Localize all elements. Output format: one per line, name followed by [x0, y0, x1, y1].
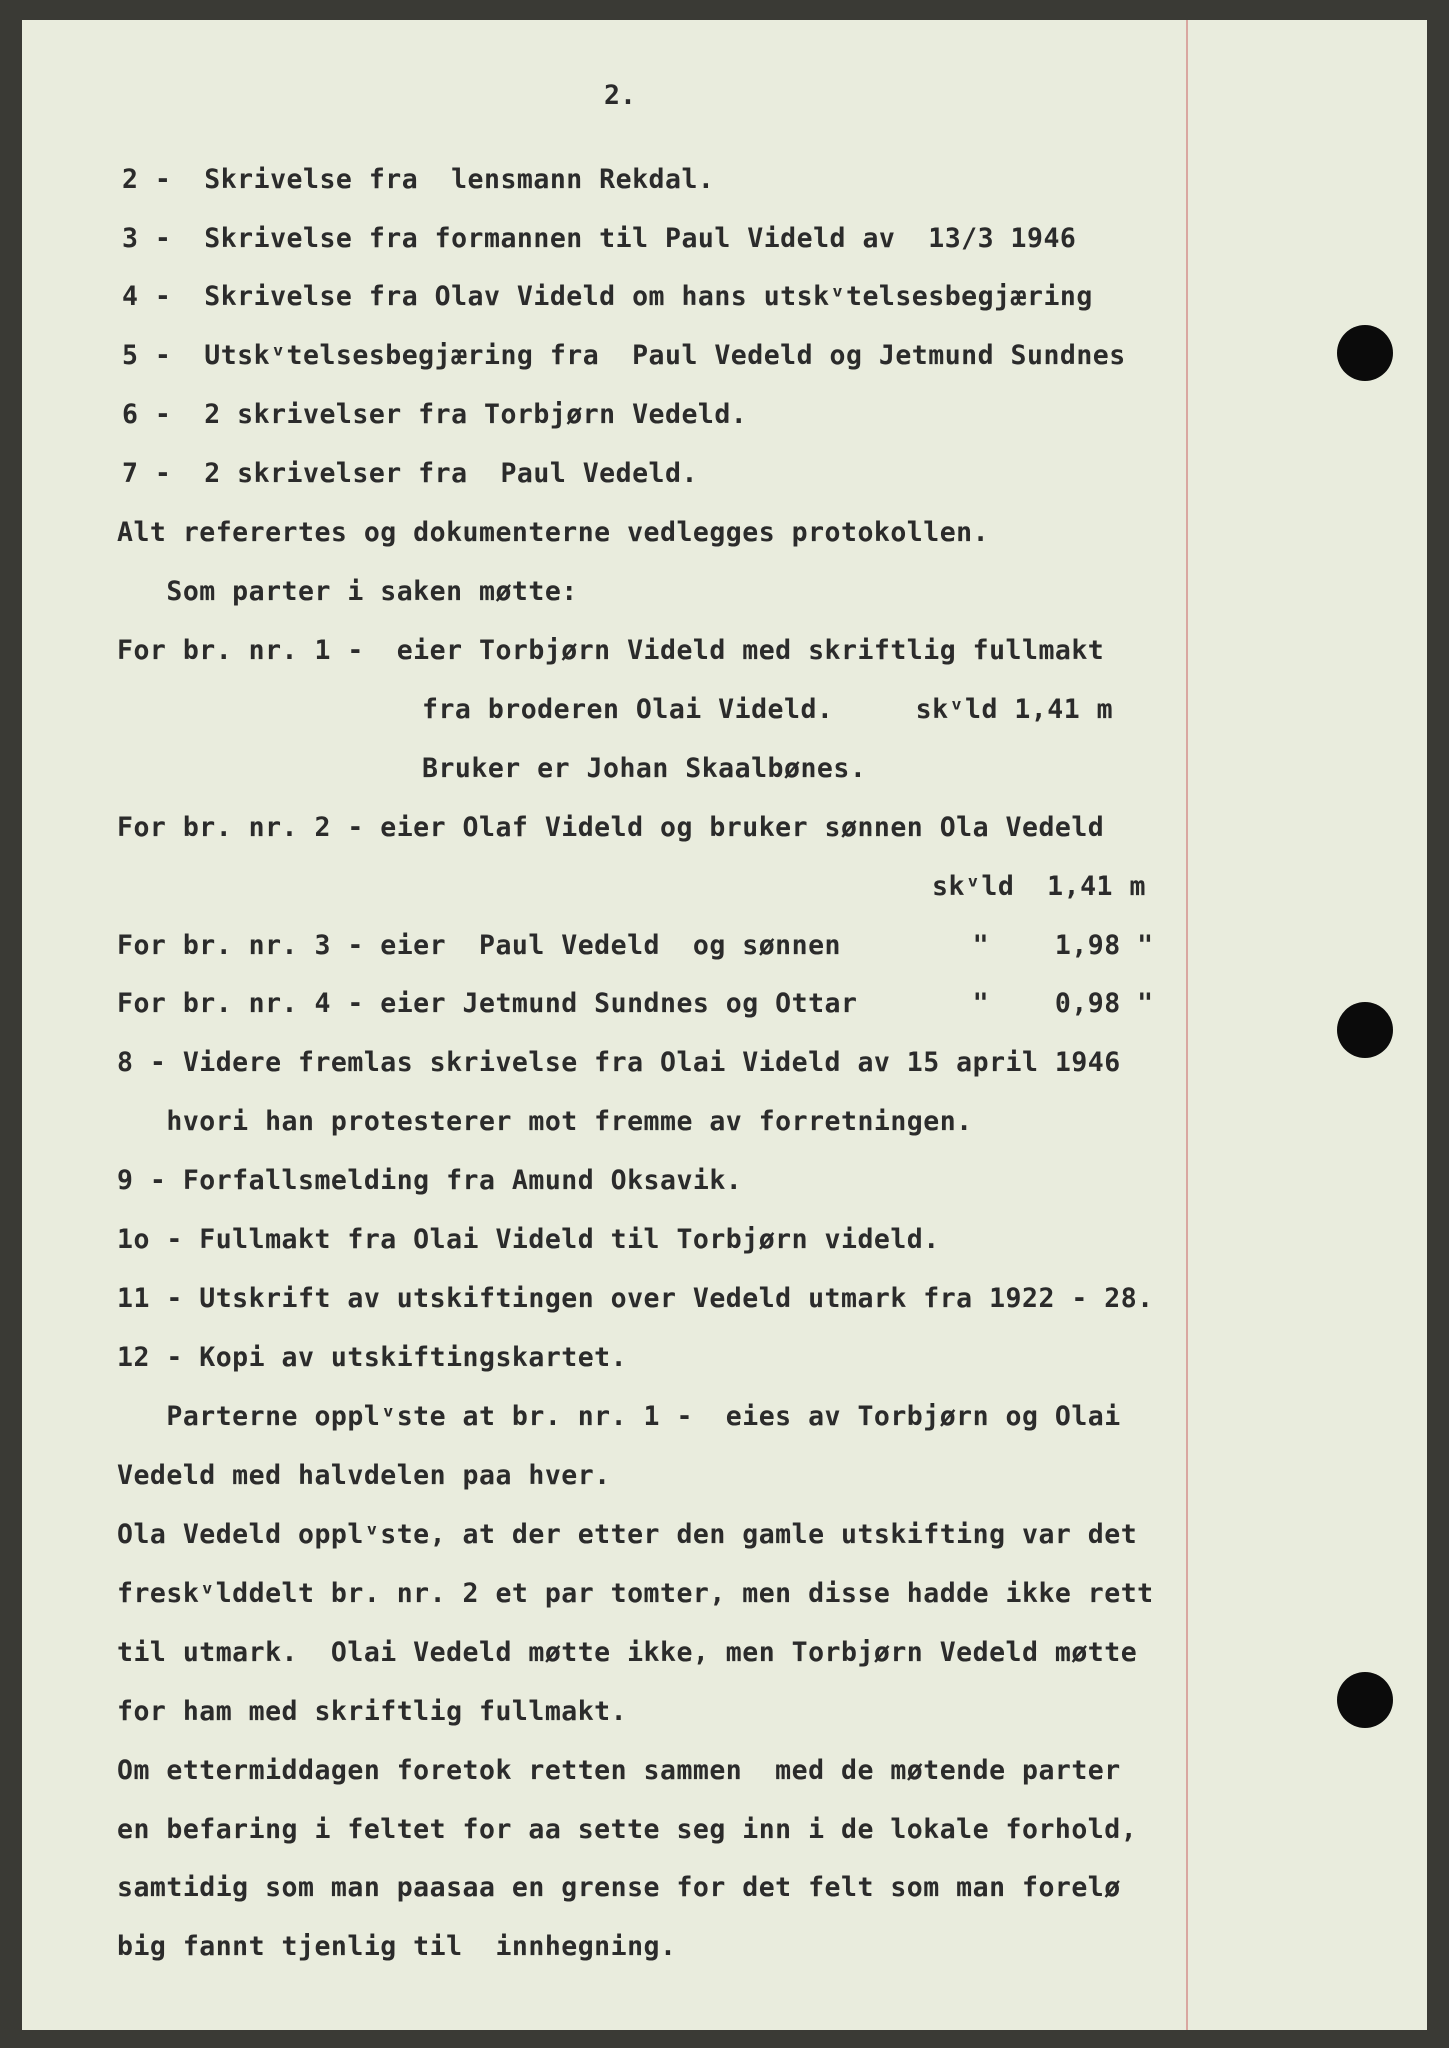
text-line-12: For br. nr. 2 - eier Olaf Videld og bruker sønnen Ola Vedeld: [117, 812, 1105, 843]
text-line-19: 1o - Fullmakt fra Olai Videld til Torbjørn videld.: [117, 1224, 940, 1255]
text-line-9: For br. nr. 1 - eier Torbjørn Videld med skriftlig fullmakt: [117, 635, 1105, 666]
text-line-28: Om ettermiddagen foretok retten sammen med de møtende parter: [117, 1755, 1121, 1786]
punch-hole-middle: [1337, 1002, 1393, 1058]
text-line-4: 5 - Utskᵛtelsesbegjæring fra Paul Vedeld og Jetmund Sundnes: [122, 340, 1126, 371]
text-line-14: For br. nr. 3 - eier Paul Vedeld og sønnen " 1,98 ": [117, 930, 1154, 961]
text-line-26: til utmark. Olai Vedeld møtte ikke, men Torbjørn Vedeld møtte: [117, 1637, 1138, 1668]
punch-hole-top: [1337, 325, 1393, 381]
text-line-16: 8 - Videre fremlas skrivelse fra Olai Videld av 15 april 1946: [117, 1047, 1121, 1078]
text-line-7: Alt referertes og dokumenterne vedlegges protokollen.: [117, 517, 990, 548]
text-line-6: 7 - 2 skrivelser fra Paul Vedeld.: [122, 458, 698, 489]
text-line-29: en befaring i feltet for aa sette seg inn i de lokale forhold,: [117, 1814, 1138, 1845]
text-line-27: for ham med skriftlig fullmakt.: [117, 1696, 628, 1727]
text-line-21: 12 - Kopi av utskiftingskartet.: [117, 1342, 628, 1373]
text-line-5: 6 - 2 skrivelser fra Torbjørn Vedeld.: [122, 399, 748, 430]
text-line-15: For br. nr. 4 - eier Jetmund Sundnes og Ottar " 0,98 ": [117, 988, 1154, 1019]
text-line-22: Parterne opplᵛste at br. nr. 1 - eies av Torbjørn og Olai: [117, 1401, 1121, 1432]
text-line-3: 4 - Skrivelse fra Olav Videld om hans utskᵛtelsesbegjæring: [122, 281, 1093, 312]
text-line-13: skᵛld 1,41 m: [932, 871, 1146, 902]
text-line-24: Ola Vedeld opplᵛste, at der etter den gamle utskifting var det: [117, 1519, 1138, 1550]
text-line-18: 9 - Forfallsmelding fra Amund Oksavik.: [117, 1165, 743, 1196]
text-line-17: hvori han protesterer mot fremme av forretningen.: [117, 1106, 973, 1137]
text-line-23: Vedeld med halvdelen paa hver.: [117, 1460, 611, 1491]
text-line-11: Bruker er Johan Skaalbønes.: [422, 753, 867, 784]
text-line-8: Som parter i saken møtte:: [117, 576, 578, 607]
text-line-20: 11 - Utskrift av utskiftingen over Vedeld utmark fra 1922 - 28.: [117, 1283, 1154, 1314]
punch-hole-bottom: [1337, 1672, 1393, 1728]
text-line-2: 3 - Skrivelse fra formannen til Paul Videld av 13/3 1946: [122, 223, 1077, 254]
text-line-30: samtidig som man paasaa en grense for det felt som man forelø: [117, 1872, 1121, 1903]
text-line-1: 2 - Skrivelse fra lensmann Rekdal.: [122, 164, 715, 195]
text-line-25: freskᵛlddelt br. nr. 2 et par tomter, men disse hadde ikke rett: [117, 1578, 1154, 1609]
text-line-31: big fannt tjenlig til innhegning.: [117, 1931, 677, 1962]
document-page: [22, 20, 1427, 2030]
margin-rule: [1186, 20, 1188, 2030]
page-number: 2.: [604, 80, 636, 111]
text-line-10: fra broderen Olai Videld. skᵛld 1,41 m: [422, 694, 1114, 725]
